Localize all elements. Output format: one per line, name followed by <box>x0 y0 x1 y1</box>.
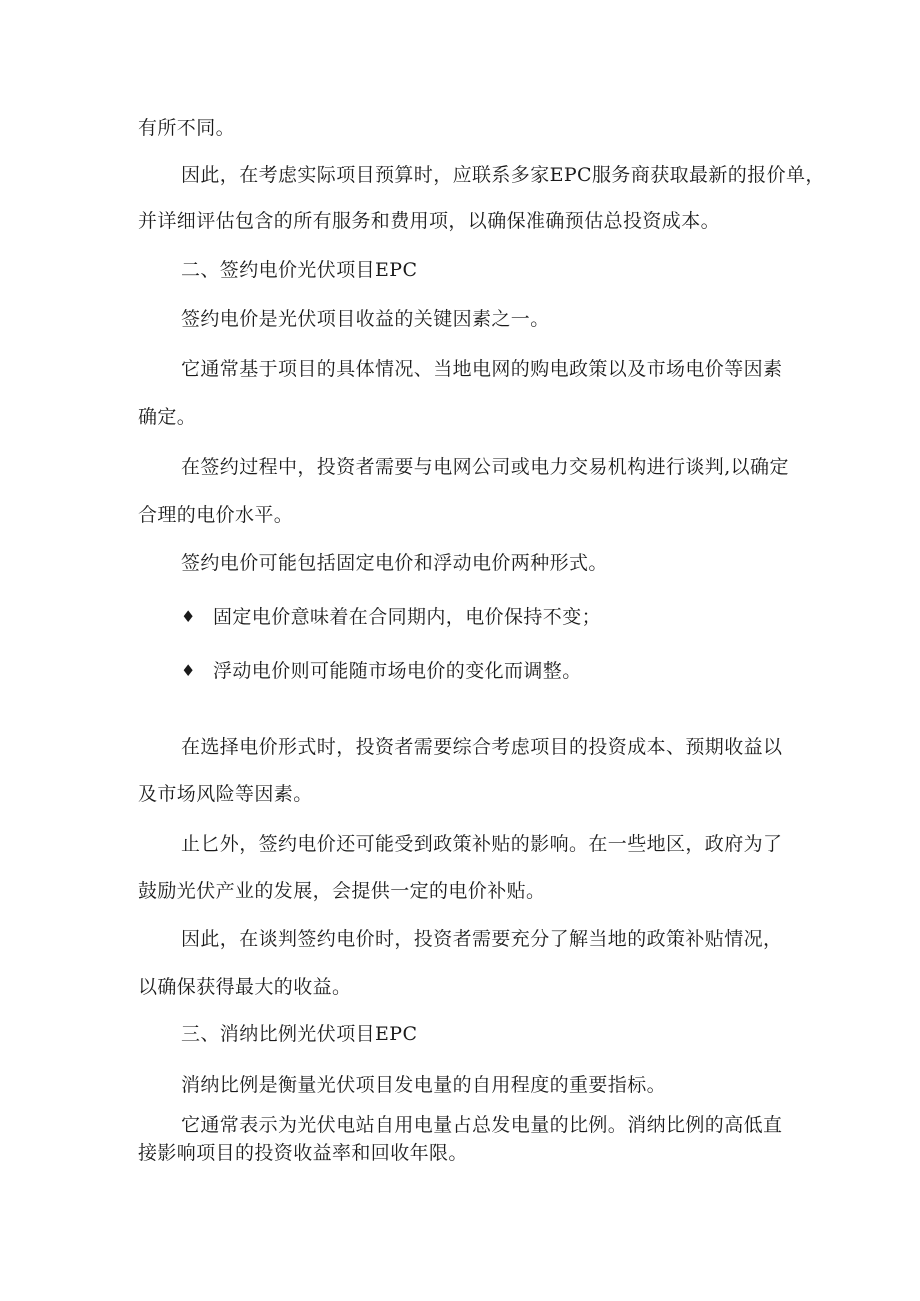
text-line: 因此，在考虑实际项目预算时，应联系多家EPC服务商获取最新的报价单， <box>181 164 825 186</box>
text-line: 确定。 <box>138 406 197 428</box>
section-heading: 三、消纳比例光伏项目EPC <box>181 1023 418 1045</box>
list-item: 固定电价意味着在合同期内，电价保持不变； <box>213 606 602 628</box>
text-line: 签约电价是光伏项目收益的关键因素之一。 <box>181 308 550 330</box>
text-line: 止匕外，签约电价还可能受到政策补贴的影响。在一些地区，政府为了 <box>181 833 783 855</box>
text-line: 接影响项目的投资收益率和回收年限。 <box>138 1142 468 1164</box>
list-item: 浮动电价则可能随市场电价的变化而调整。 <box>213 660 582 682</box>
text-line: 消纳比例是衡量光伏项目发电量的自用程度的重要指标。 <box>181 1074 667 1096</box>
text-line: 在选择电价形式时，投资者需要综合考虑项目的投资成本、预期收益以 <box>181 736 783 758</box>
text-line: 在签约过程中，投资者需要与电网公司或电力交易机构进行谈判,以确定 <box>181 456 789 478</box>
text-line: 鼓励光伏产业的发展，会提供一定的电价补贴。 <box>138 880 546 902</box>
text-line: 因此，在谈判签约电价时，投资者需要充分了解当地的政策补贴情况， <box>181 928 783 950</box>
section-heading: 二、签约电价光伏项目EPC <box>181 259 418 281</box>
text-line: 合理的电价水平。 <box>138 504 294 526</box>
text-line: 及市场风险等因素。 <box>138 783 313 805</box>
text-line: 它通常表示为光伏电站自用电量占总发电量的比例。消纳比例的高低直 <box>181 1114 783 1136</box>
bullet-icon: ♦ <box>181 607 196 626</box>
text-line: 以确保获得最大的收益。 <box>138 976 352 998</box>
bullet-icon: ♦ <box>181 661 196 680</box>
text-line: 有所不同。 <box>138 117 236 139</box>
text-line: 签约电价可能包括固定电价和浮动电价两种形式。 <box>181 552 608 574</box>
text-line: 它通常基于项目的具体情况、当地电网的购电政策以及市场电价等因素 <box>181 358 783 380</box>
text-line: 并详细评估包含的所有服务和费用项，以确保准确预估总投资成本。 <box>138 210 721 232</box>
